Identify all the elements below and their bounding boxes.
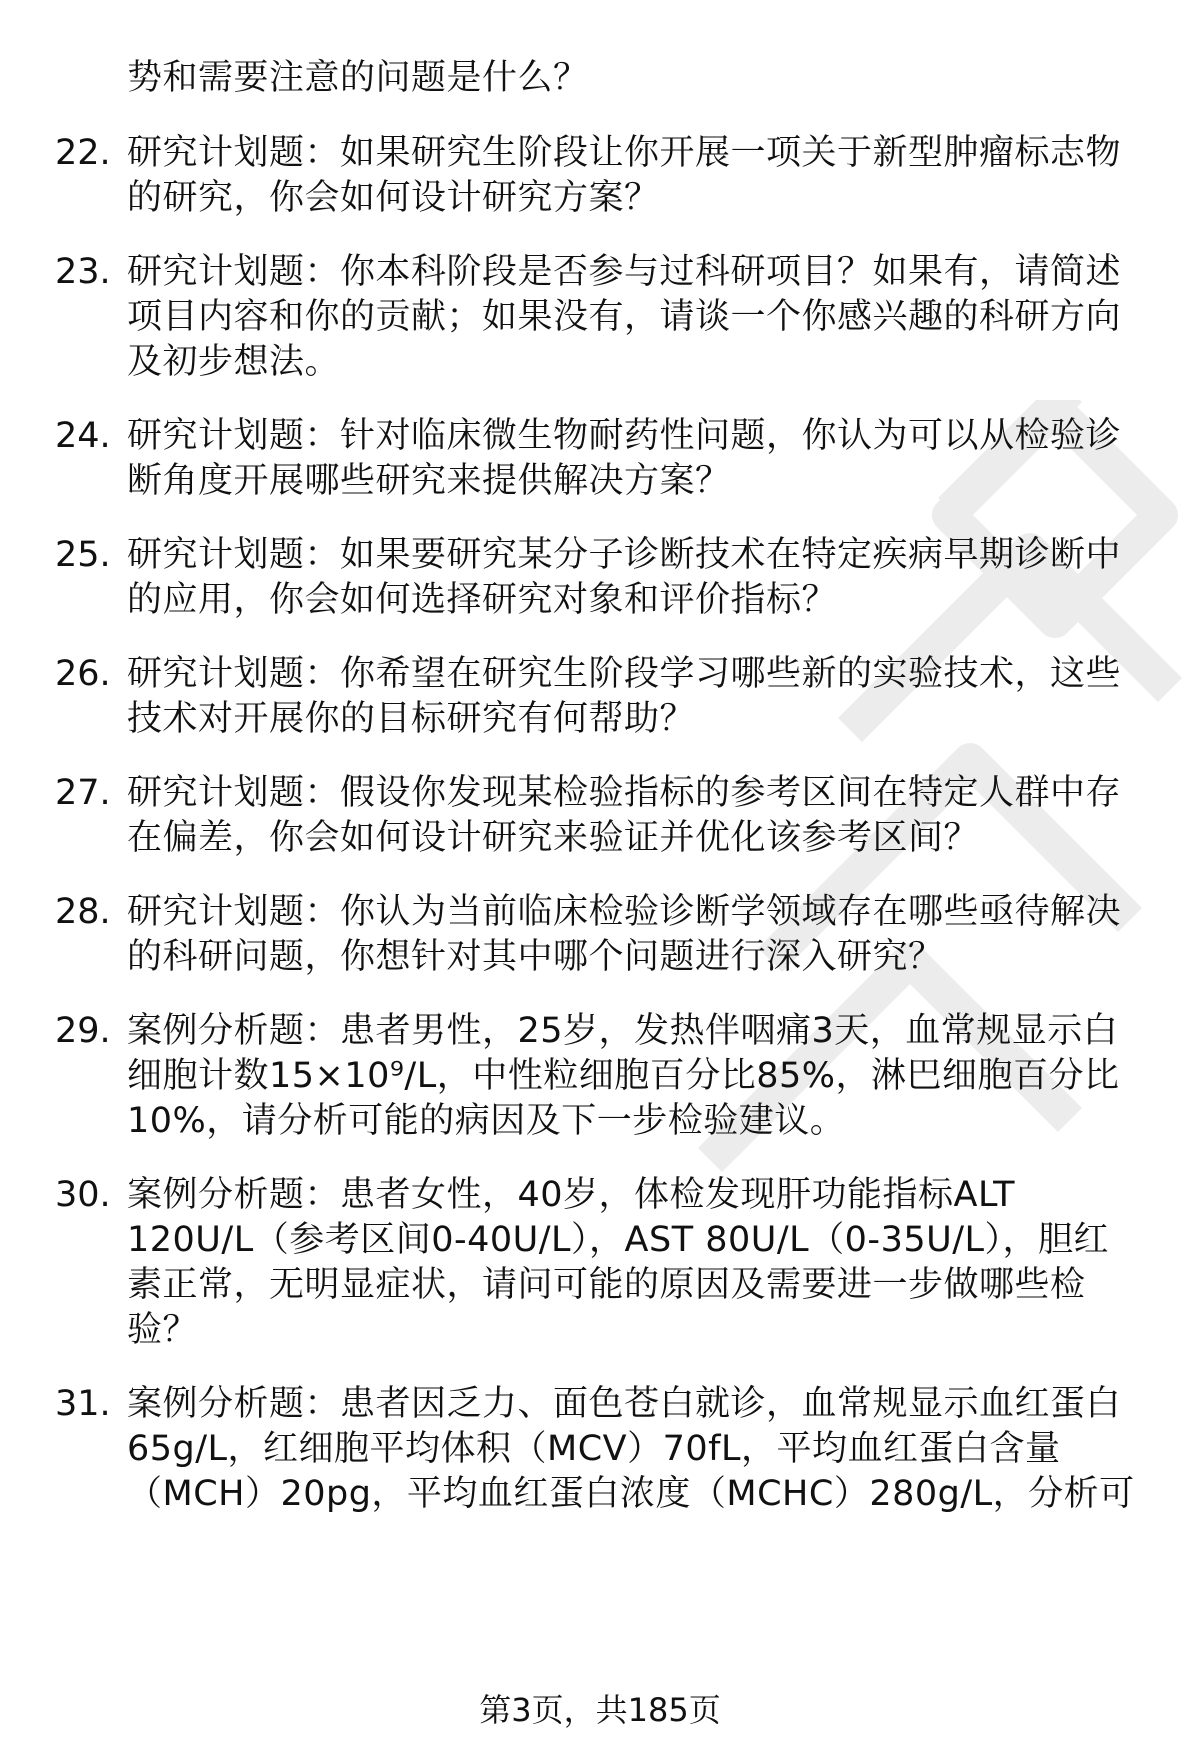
question-25-text-line-1: 研究计划题：如果要研究某分子诊断技术在特定疾病早期诊断中 [127,535,1122,575]
question-26-text-line-1: 研究计划题：你希望在研究生阶段学习哪些新的实验技术，这些 [127,654,1122,694]
question-30-number: 30. [55,1175,111,1215]
question-25-number: 25. [55,535,111,575]
question-28-number: 28. [55,892,111,932]
question-26-number: 26. [55,654,111,694]
question-22-number: 22. [55,133,111,173]
question-27-text-line-1: 研究计划题：假设你发现某检验指标的参考区间在特定人群中存 [127,773,1122,813]
question-29-text-line-2: 细胞计数15×10⁹/L，中性粒细胞百分比85%，淋巴细胞百分比 [127,1056,1120,1096]
page-footer: 第3页，共185页 [479,1691,721,1729]
question-30-text-line-1: 案例分析题：患者女性，40岁，体检发现肝功能指标ALT [127,1175,1016,1215]
question-24-number: 24. [55,416,111,456]
question-24-text-line-1: 研究计划题：针对临床微生物耐药性问题，你认为可以从检验诊 [127,416,1122,456]
question-25-text-line-2: 的应用，你会如何选择研究对象和评价指标？ [127,580,838,620]
question-28-text-line-2: 的科研问题，你想针对其中哪个问题进行深入研究？ [127,937,944,977]
question-31-number: 31. [55,1384,111,1424]
question-23-number: 23. [55,252,111,292]
question-31-text-line-3: （MCH）20pg，平均血红蛋白浓度（MCHC）280g/L，分析可 [127,1474,1135,1514]
question-30-text-line-4: 验？ [127,1310,199,1350]
question-29-text-line-3: 10%，请分析可能的病因及下一步检验建议。 [127,1101,846,1141]
question-27-text-line-2: 在偏差，你会如何设计研究来验证并优化该参考区间？ [127,818,980,858]
question-22-text-line-1: 研究计划题：如果研究生阶段让你开展一项关于新型肿瘤标志物 [127,133,1122,173]
question-30-text-line-3: 素正常，无明显症状，请问可能的原因及需要进一步做哪些检 [127,1265,1086,1305]
question-27-number: 27. [55,773,111,813]
question-23-text-line-3: 及初步想法。 [127,342,341,382]
question-23-text-line-2: 项目内容和你的贡献；如果没有，请谈一个你感兴趣的科研方向 [127,297,1122,337]
question-22-text-line-2: 的研究，你会如何设计研究方案？ [127,178,660,218]
question-24-text-line-2: 断角度开展哪些研究来提供解决方案？ [127,461,731,501]
question-29-number: 29. [55,1011,111,1051]
question-21-text-line-2: 势和需要注意的问题是什么？ [127,58,589,98]
question-28-text-line-1: 研究计划题：你认为当前临床检验诊断学领域存在哪些亟待解决 [127,892,1122,932]
question-30-text-line-2: 120U/L（参考区间0-40U/L），AST 80U/L（0-35U/L），胆红 [127,1220,1110,1260]
question-29-text-line-1: 案例分析题：患者男性，25岁，发热伴咽痛3天，血常规显示白 [127,1011,1119,1051]
question-26-text-line-2: 技术对开展你的目标研究有何帮助？ [127,699,696,739]
question-23-text-line-1: 研究计划题：你本科阶段是否参与过科研项目？如果有，请简述 [127,252,1122,292]
question-31-text-line-1: 案例分析题：患者因乏力、面色苍白就诊，血常规显示血红蛋白 [127,1384,1122,1424]
question-31-text-line-2: 65g/L，红细胞平均体积（MCV）70fL，平均血红蛋白含量 [127,1429,1061,1469]
